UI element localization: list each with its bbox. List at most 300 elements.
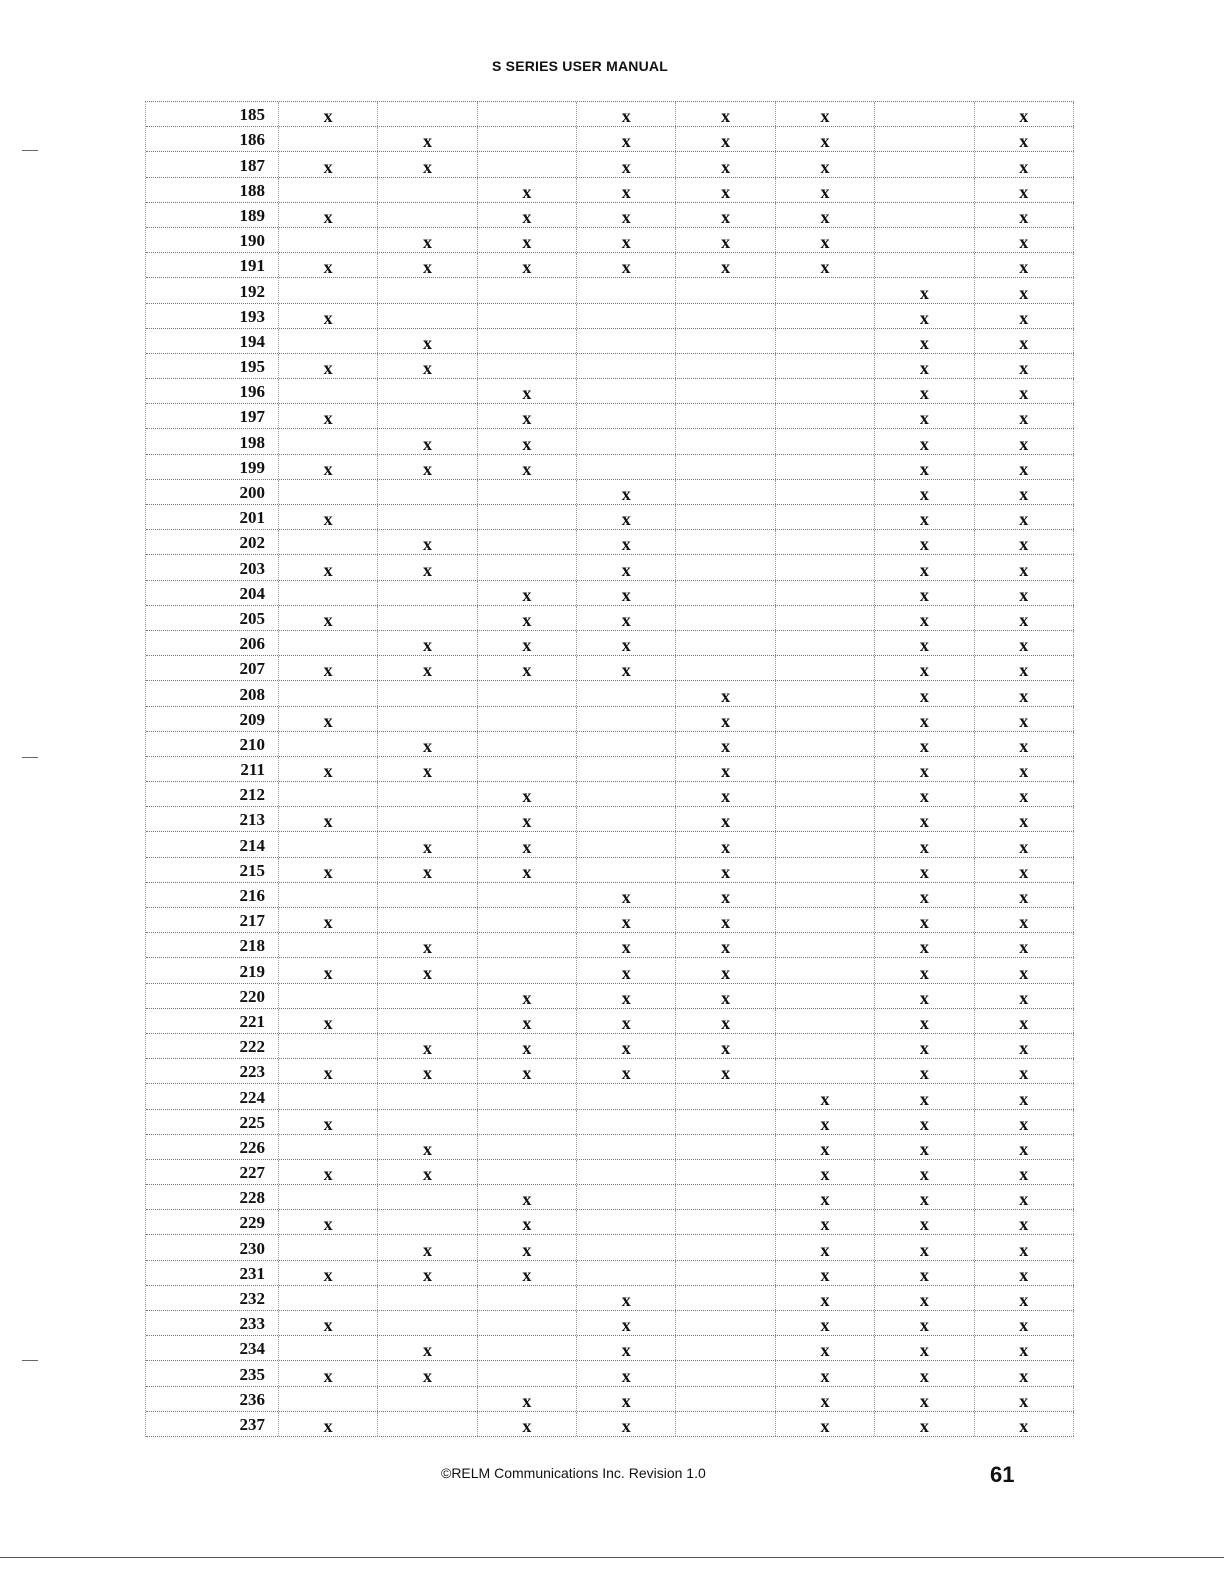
x-mark: x [1019, 811, 1029, 832]
x-mark: x [919, 710, 929, 731]
mark-cell [875, 379, 974, 403]
mark-cell [676, 908, 775, 932]
mark-cell [776, 1084, 875, 1108]
mark-cell [577, 1336, 676, 1360]
mark-cell [975, 1110, 1074, 1134]
mark-cell [279, 253, 378, 277]
x-mark: x [323, 509, 333, 530]
x-mark: x [621, 987, 631, 1008]
x-mark: x [423, 1264, 433, 1285]
mark-cell [577, 933, 676, 957]
mark-cell [478, 958, 577, 982]
mark-cell [676, 1311, 775, 1335]
x-mark: x [1019, 433, 1029, 454]
table-row [146, 1235, 1074, 1260]
mark-cell [279, 883, 378, 907]
mark-cell [577, 1261, 676, 1285]
mark-cell [478, 1387, 577, 1411]
mark-cell [875, 455, 974, 479]
mark-cell [975, 1084, 1074, 1108]
x-mark: x [1019, 912, 1029, 933]
mark-cell [975, 1034, 1074, 1058]
mark-cell [577, 606, 676, 630]
x-mark: x [323, 861, 333, 882]
mark-cell [676, 581, 775, 605]
x-mark: x [919, 1088, 929, 1109]
x-mark: x [522, 786, 532, 807]
row-id-cell: 234 [146, 1336, 279, 1360]
mark-cell [279, 278, 378, 302]
mark-cell [279, 933, 378, 957]
mark-cell [478, 984, 577, 1008]
mark-cell [378, 1336, 477, 1360]
row-id-cell: 233 [146, 1311, 279, 1335]
x-mark: x [621, 1290, 631, 1310]
page-number: 61 [990, 1462, 1015, 1487]
mark-cell [776, 480, 875, 504]
mark-cell [975, 354, 1074, 378]
mark-cell [875, 1286, 974, 1310]
mark-cell [676, 228, 775, 252]
x-mark: x [621, 106, 631, 127]
mark-cell [577, 1110, 676, 1134]
mark-cell [279, 379, 378, 403]
x-mark: x [820, 1390, 830, 1411]
mark-cell [875, 1336, 974, 1360]
mark-cell [975, 379, 1074, 403]
x-mark: x [1019, 282, 1029, 303]
table-row [146, 152, 1074, 177]
table-row [146, 102, 1074, 127]
x-mark: x [621, 660, 631, 681]
mark-cell [975, 707, 1074, 731]
mark-cell [577, 832, 676, 856]
x-mark: x [423, 1063, 433, 1084]
x-mark: x [721, 1063, 731, 1084]
x-mark: x [522, 1239, 532, 1260]
x-mark: x [423, 131, 433, 152]
mark-cell [676, 480, 775, 504]
mark-cell [875, 480, 974, 504]
x-mark: x [323, 609, 333, 630]
x-mark: x [423, 635, 433, 656]
table-row [146, 807, 1074, 832]
mark-cell [975, 1261, 1074, 1285]
x-mark: x [919, 458, 929, 479]
x-mark: x [919, 811, 929, 832]
mark-cell [378, 1210, 477, 1234]
mark-cell [378, 707, 477, 731]
mark-cell [478, 253, 577, 277]
mark-cell [875, 1235, 974, 1259]
x-mark: x [522, 836, 532, 857]
mark-cell [577, 1412, 676, 1436]
mark-cell [776, 1034, 875, 1058]
margin-mark [22, 757, 38, 758]
x-mark: x [1019, 1088, 1029, 1109]
x-mark: x [522, 257, 532, 278]
x-mark: x [621, 1038, 631, 1059]
row-id-cell: 213 [146, 807, 279, 831]
row-id-cell: 188 [146, 178, 279, 202]
mark-cell [875, 1084, 974, 1108]
x-mark: x [820, 1415, 830, 1436]
x-mark: x [1019, 383, 1029, 404]
table-row [146, 530, 1074, 555]
x-mark: x [1019, 710, 1029, 731]
x-mark: x [1019, 962, 1029, 983]
mark-cell [577, 1387, 676, 1411]
mark-cell [676, 832, 775, 856]
mark-cell [378, 304, 477, 328]
mark-cell [676, 631, 775, 655]
mark-cell [875, 757, 974, 781]
mark-cell [875, 203, 974, 227]
mark-cell [676, 1286, 775, 1310]
x-mark: x [423, 937, 433, 958]
x-mark: x [621, 584, 631, 605]
x-mark: x [1019, 181, 1029, 202]
x-mark: x [1019, 1063, 1029, 1084]
mark-cell [279, 555, 378, 579]
row-id-cell: 218 [146, 933, 279, 957]
mark-cell [776, 304, 875, 328]
row-id-cell: 226 [146, 1135, 279, 1159]
x-mark: x [323, 1264, 333, 1285]
mark-cell [279, 908, 378, 932]
row-id-cell: 222 [146, 1034, 279, 1058]
mark-cell [279, 404, 378, 428]
mark-cell [975, 1361, 1074, 1385]
mark-cell [378, 606, 477, 630]
mark-cell [676, 127, 775, 151]
x-mark: x [522, 206, 532, 227]
mark-cell [577, 732, 676, 756]
x-mark: x [522, 635, 532, 656]
table-row [146, 1185, 1074, 1210]
mark-cell [975, 505, 1074, 529]
row-id-cell: 208 [146, 681, 279, 705]
mark-cell [378, 1261, 477, 1285]
mark-cell [975, 278, 1074, 302]
mark-cell [676, 253, 775, 277]
table-row [146, 933, 1074, 958]
mark-cell [378, 354, 477, 378]
mark-cell [875, 656, 974, 680]
mark-cell [279, 757, 378, 781]
mark-cell [875, 1387, 974, 1411]
mark-cell [975, 581, 1074, 605]
x-mark: x [820, 131, 830, 152]
mark-cell [378, 1286, 477, 1310]
mark-cell [676, 530, 775, 554]
x-mark: x [621, 559, 631, 580]
mark-cell [975, 807, 1074, 831]
x-mark: x [820, 1214, 830, 1235]
mark-cell [378, 455, 477, 479]
x-mark: x [621, 962, 631, 983]
x-mark: x [1019, 106, 1029, 127]
mark-cell [975, 102, 1074, 126]
mark-cell [378, 832, 477, 856]
mark-cell [577, 1059, 676, 1083]
mark-cell [279, 304, 378, 328]
mark-cell [975, 1387, 1074, 1411]
mark-cell [875, 404, 974, 428]
x-mark: x [522, 609, 532, 630]
x-mark: x [721, 786, 731, 807]
x-mark: x [323, 307, 333, 328]
mark-cell [577, 1135, 676, 1159]
x-mark: x [721, 861, 731, 882]
mark-cell [776, 1110, 875, 1134]
mark-cell [478, 102, 577, 126]
mark-cell [478, 1210, 577, 1234]
x-mark: x [820, 106, 830, 127]
x-mark: x [820, 1189, 830, 1210]
mark-cell [676, 203, 775, 227]
mark-cell [776, 1009, 875, 1033]
mark-cell [975, 329, 1074, 353]
x-mark: x [919, 484, 929, 504]
mark-cell [875, 1261, 974, 1285]
x-mark: x [1019, 1365, 1029, 1386]
table-row [146, 228, 1074, 253]
mark-cell [975, 530, 1074, 554]
mark-cell [378, 1185, 477, 1209]
mark-cell [279, 1160, 378, 1184]
x-mark: x [919, 962, 929, 983]
mark-cell [577, 505, 676, 529]
mark-cell [478, 404, 577, 428]
mark-cell [875, 1034, 974, 1058]
table-row [146, 1387, 1074, 1412]
x-mark: x [1019, 1340, 1029, 1361]
mark-cell [776, 606, 875, 630]
mark-cell [577, 102, 676, 126]
table-row [146, 631, 1074, 656]
x-mark: x [1019, 1290, 1029, 1310]
mark-cell [776, 707, 875, 731]
x-mark: x [721, 257, 731, 278]
row-id-cell: 221 [146, 1009, 279, 1033]
x-mark: x [919, 332, 929, 353]
x-mark: x [1019, 786, 1029, 807]
x-mark: x [1019, 1315, 1029, 1336]
margin-mark [22, 1360, 38, 1361]
row-id-cell: 219 [146, 958, 279, 982]
mark-cell [975, 1185, 1074, 1209]
x-mark: x [721, 156, 731, 177]
mark-cell [776, 858, 875, 882]
x-mark: x [423, 1340, 433, 1361]
x-mark: x [919, 609, 929, 630]
mark-cell [975, 958, 1074, 982]
table-row [146, 1361, 1074, 1386]
mark-cell [577, 1009, 676, 1033]
x-mark: x [323, 1365, 333, 1386]
mark-cell [975, 1009, 1074, 1033]
row-id-cell: 197 [146, 404, 279, 428]
x-mark: x [621, 937, 631, 958]
x-mark: x [919, 836, 929, 857]
mark-cell [577, 455, 676, 479]
mark-cell [378, 1387, 477, 1411]
mark-cell [577, 883, 676, 907]
mark-cell [279, 807, 378, 831]
mark-cell [776, 228, 875, 252]
mark-cell [875, 681, 974, 705]
mark-cell [378, 933, 477, 957]
mark-cell [676, 958, 775, 982]
mark-cell [875, 178, 974, 202]
x-mark: x [621, 1365, 631, 1386]
mark-cell [975, 631, 1074, 655]
mark-cell [378, 656, 477, 680]
table-row [146, 681, 1074, 706]
mark-cell [279, 1084, 378, 1108]
x-mark: x [1019, 509, 1029, 530]
mark-cell [478, 278, 577, 302]
table-row [146, 832, 1074, 857]
x-mark: x [323, 660, 333, 681]
table-row [146, 1336, 1074, 1361]
mark-cell [776, 1286, 875, 1310]
mark-cell [676, 1034, 775, 1058]
mark-cell [378, 505, 477, 529]
mark-cell [279, 1009, 378, 1033]
x-mark: x [423, 836, 433, 857]
x-mark: x [323, 1063, 333, 1084]
mark-cell [776, 178, 875, 202]
mark-cell [378, 1412, 477, 1436]
mark-cell [279, 858, 378, 882]
table-row [146, 505, 1074, 530]
mark-cell [975, 908, 1074, 932]
mark-cell [378, 757, 477, 781]
x-mark: x [522, 181, 532, 202]
mark-cell [676, 1135, 775, 1159]
x-mark: x [919, 761, 929, 782]
mark-cell [975, 832, 1074, 856]
mark-cell [577, 1361, 676, 1385]
mark-cell [875, 1009, 974, 1033]
mark-cell [776, 505, 875, 529]
x-mark: x [1019, 358, 1029, 379]
mark-cell [279, 1412, 378, 1436]
x-mark: x [323, 206, 333, 227]
x-mark: x [721, 106, 731, 127]
x-mark: x [621, 156, 631, 177]
row-id-cell: 205 [146, 606, 279, 630]
mark-cell [279, 429, 378, 453]
mark-cell [378, 1034, 477, 1058]
mark-cell [279, 782, 378, 806]
row-id-cell: 223 [146, 1059, 279, 1083]
mark-cell [676, 681, 775, 705]
x-mark: x [919, 1012, 929, 1033]
mark-cell [776, 429, 875, 453]
mark-cell [975, 1235, 1074, 1259]
mark-cell [378, 1110, 477, 1134]
x-mark: x [919, 383, 929, 404]
mark-cell [378, 883, 477, 907]
mark-cell [676, 404, 775, 428]
mark-cell [279, 1361, 378, 1385]
mark-cell [776, 329, 875, 353]
mark-cell [279, 732, 378, 756]
row-id-cell: 206 [146, 631, 279, 655]
x-mark: x [721, 710, 731, 731]
mark-cell [577, 757, 676, 781]
mark-cell [975, 1210, 1074, 1234]
mark-cell [875, 1311, 974, 1335]
mark-cell [676, 329, 775, 353]
x-mark: x [1019, 458, 1029, 479]
mark-cell [776, 1412, 875, 1436]
mark-cell [875, 782, 974, 806]
mark-cell [776, 455, 875, 479]
x-mark: x [1019, 307, 1029, 328]
x-mark: x [621, 1012, 631, 1033]
mark-cell [478, 127, 577, 151]
table-row [146, 757, 1074, 782]
mark-cell [577, 480, 676, 504]
mark-cell [279, 581, 378, 605]
mark-cell [875, 631, 974, 655]
x-mark: x [621, 509, 631, 530]
mark-cell [279, 505, 378, 529]
mark-cell [776, 631, 875, 655]
row-id-cell: 193 [146, 304, 279, 328]
table-row [146, 1059, 1074, 1084]
x-mark: x [820, 1315, 830, 1336]
mark-cell [776, 354, 875, 378]
mark-cell [378, 1009, 477, 1033]
mark-cell [478, 707, 577, 731]
mark-cell [776, 152, 875, 176]
mark-cell [676, 1210, 775, 1234]
row-id-cell: 237 [146, 1412, 279, 1436]
mark-cell [776, 1185, 875, 1209]
row-id-cell: 202 [146, 530, 279, 554]
mark-cell [279, 102, 378, 126]
mark-cell [279, 1034, 378, 1058]
x-mark: x [820, 1340, 830, 1361]
x-mark: x [1019, 1189, 1029, 1210]
table-row [146, 782, 1074, 807]
x-mark: x [721, 836, 731, 857]
x-mark: x [323, 1164, 333, 1185]
mark-cell [478, 1135, 577, 1159]
mark-cell [975, 304, 1074, 328]
x-mark: x [323, 257, 333, 278]
mark-cell [776, 1311, 875, 1335]
x-mark: x [1019, 1138, 1029, 1159]
mark-cell [975, 757, 1074, 781]
mark-cell [676, 278, 775, 302]
x-mark: x [323, 761, 333, 782]
mark-cell [577, 782, 676, 806]
x-mark: x [323, 1113, 333, 1134]
x-mark: x [1019, 584, 1029, 605]
mark-cell [875, 933, 974, 957]
table-row [146, 203, 1074, 228]
x-mark: x [323, 106, 333, 127]
mark-cell [378, 1361, 477, 1385]
mark-cell [378, 1084, 477, 1108]
x-mark: x [820, 232, 830, 253]
